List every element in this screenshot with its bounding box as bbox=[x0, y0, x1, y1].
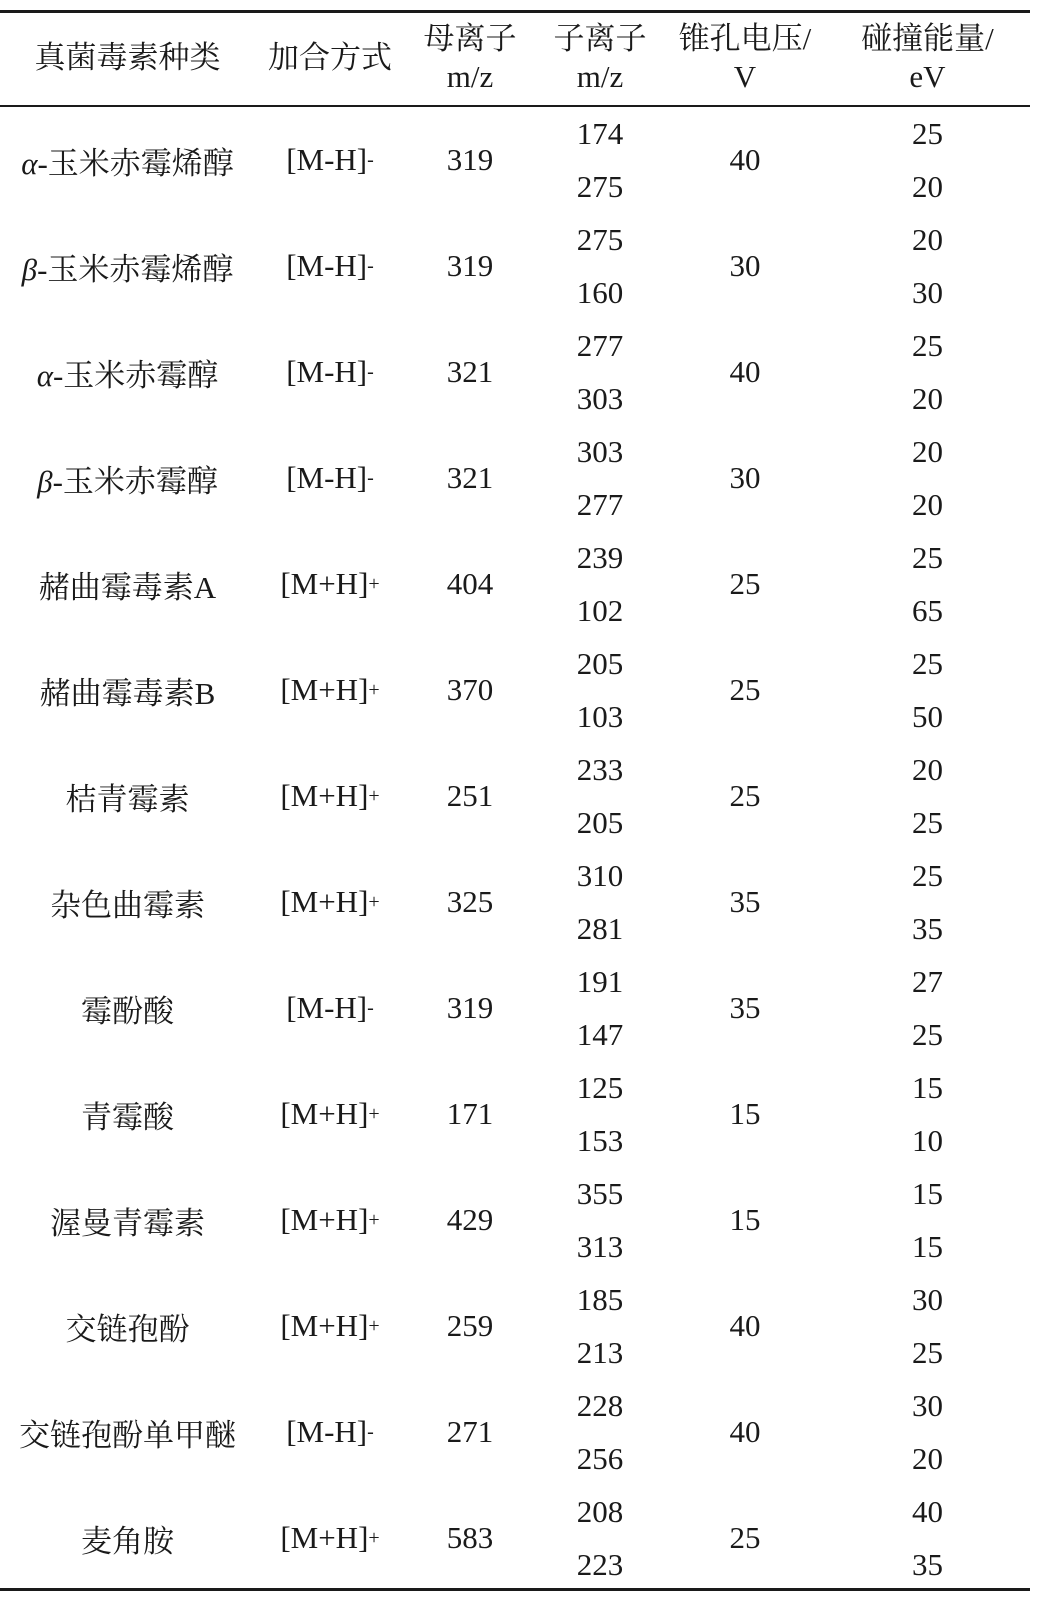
cone-voltage-cell bbox=[665, 955, 825, 1061]
mycotoxin-name-text: -玉米赤霉烯醇 bbox=[37, 251, 234, 287]
adduct-cell: [M-H] - bbox=[286, 990, 374, 1025]
mycotoxin-name-cell bbox=[0, 1485, 255, 1591]
collision-energy-value: 20 bbox=[912, 380, 943, 416]
mycotoxin-name-cell bbox=[0, 425, 255, 531]
collision-energy-cell bbox=[825, 743, 1030, 796]
isomer-prefix: β bbox=[21, 251, 38, 287]
daughter-ion-cell bbox=[535, 1167, 665, 1220]
parent-ion-value: 251 bbox=[446, 778, 494, 813]
daughter-ion-value: 147 bbox=[576, 1016, 624, 1052]
collision-energy-value: 20 bbox=[912, 221, 943, 257]
daughter-ion-value: 275 bbox=[576, 221, 624, 257]
adduct-base: [M-H] bbox=[286, 990, 368, 1025]
parent-ion-cell bbox=[405, 531, 535, 637]
table-row bbox=[0, 213, 1030, 319]
collision-energy-value: 35 bbox=[912, 910, 943, 946]
collision-energy-cell bbox=[825, 1167, 1030, 1220]
table-row bbox=[0, 1273, 1030, 1379]
daughter-ion-value: 233 bbox=[576, 751, 624, 787]
daughter-ion-value: 103 bbox=[576, 698, 624, 734]
daughter-ion-value: 213 bbox=[576, 1334, 624, 1370]
parent-ion-cell bbox=[405, 1167, 535, 1273]
cone-voltage-value: 40 bbox=[729, 1414, 761, 1449]
cone-voltage-value: 30 bbox=[729, 460, 761, 495]
mycotoxin-name bbox=[66, 1304, 190, 1349]
daughter-ion-value: 313 bbox=[576, 1228, 624, 1264]
daughter-ion-value: 205 bbox=[576, 645, 624, 681]
collision-energy-value: 25 bbox=[912, 804, 943, 840]
table-row bbox=[0, 1061, 1030, 1167]
table-row bbox=[0, 1485, 1030, 1591]
daughter-ion-cell bbox=[535, 1379, 665, 1432]
collision-energy-value: 25 bbox=[912, 539, 943, 575]
collision-energy-cell bbox=[825, 849, 1030, 902]
parent-ion-cell bbox=[405, 425, 535, 531]
daughter-ion-cell bbox=[535, 107, 665, 160]
adduct-cell: [M+H] + bbox=[280, 778, 380, 813]
table-row bbox=[0, 849, 1030, 955]
parent-ion-cell bbox=[405, 213, 535, 319]
collision-energy-cell bbox=[825, 1114, 1030, 1167]
adduct-base: [M-H] bbox=[286, 460, 368, 495]
table-row bbox=[0, 1379, 1030, 1485]
collision-energy-value: 25 bbox=[912, 645, 943, 681]
cone-voltage-cell bbox=[665, 1061, 825, 1167]
cone-voltage-cell bbox=[665, 213, 825, 319]
collision-energy-cell bbox=[825, 160, 1030, 213]
adduct-cell: [M-H] - bbox=[286, 142, 374, 177]
adduct-base: [M-H] bbox=[286, 1414, 368, 1449]
daughter-ion-value: 185 bbox=[576, 1281, 624, 1317]
isomer-prefix: β bbox=[37, 463, 53, 499]
adduct-base: [M+H] bbox=[280, 778, 369, 813]
header-collision-energy: 碰撞能量/ eV bbox=[861, 20, 994, 94]
parent-ion-cell bbox=[405, 1061, 535, 1167]
daughter-ion-cell bbox=[535, 1273, 665, 1326]
mycotoxin-name-cell bbox=[0, 531, 255, 637]
header-daughter-ion: 子离子 m/z bbox=[553, 20, 647, 94]
parent-ion-value: 321 bbox=[446, 354, 494, 389]
mycotoxin-name bbox=[39, 562, 216, 607]
collision-energy-cell bbox=[825, 690, 1030, 743]
header-adduct-mode: 加合方式 bbox=[268, 39, 392, 75]
collision-energy-cell bbox=[825, 796, 1030, 849]
mycotoxin-name-cell bbox=[0, 213, 255, 319]
parent-ion-value: 319 bbox=[446, 248, 494, 283]
collision-energy-value: 27 bbox=[912, 963, 943, 999]
cone-voltage-value: 30 bbox=[729, 248, 761, 283]
daughter-ion-cell bbox=[535, 531, 665, 584]
adduct-base: [M-H] bbox=[286, 142, 368, 177]
parent-ion-value: 583 bbox=[446, 1520, 494, 1555]
collision-energy-value: 40 bbox=[912, 1493, 943, 1529]
parent-ion-cell bbox=[405, 1485, 535, 1591]
mycotoxin-name-text: 青霉酸 bbox=[81, 1099, 174, 1135]
collision-energy-value: 65 bbox=[912, 592, 943, 628]
collision-energy-cell bbox=[825, 1485, 1030, 1538]
mycotoxin-name-cell bbox=[0, 107, 255, 213]
daughter-ion-value: 191 bbox=[576, 963, 624, 999]
collision-energy-cell bbox=[825, 955, 1030, 1008]
daughter-ion-value: 174 bbox=[576, 115, 624, 151]
mycotoxin-name bbox=[81, 986, 174, 1031]
collision-energy-value: 25 bbox=[912, 115, 943, 151]
collision-energy-cell bbox=[825, 1326, 1030, 1379]
header-cone-voltage: 锥孔电压/ V bbox=[678, 20, 812, 94]
cone-voltage-cell bbox=[665, 743, 825, 849]
mycotoxin-name-text: 桔青霉素 bbox=[65, 781, 190, 817]
mycotoxin-name bbox=[81, 1092, 174, 1137]
header-parent-ion: 母离子 m/z bbox=[423, 20, 517, 94]
adduct-cell: [M+H] + bbox=[280, 672, 380, 707]
collision-energy-cell bbox=[825, 531, 1030, 584]
mycotoxin-name bbox=[81, 1516, 174, 1561]
parent-ion-value: 404 bbox=[446, 566, 494, 601]
collision-energy-value: 20 bbox=[912, 751, 943, 787]
daughter-ion-value: 310 bbox=[576, 857, 624, 893]
mycotoxin-name-text: -玉米赤霉烯醇 bbox=[37, 145, 234, 181]
collision-energy-cell bbox=[825, 478, 1030, 531]
cone-voltage-cell bbox=[665, 1167, 825, 1273]
adduct-cell: [M+H] + bbox=[280, 566, 380, 601]
parent-ion-value: 321 bbox=[446, 460, 494, 495]
cone-voltage-value: 15 bbox=[729, 1202, 761, 1237]
collision-energy-value: 25 bbox=[912, 1016, 943, 1052]
daughter-ion-value: 102 bbox=[576, 592, 624, 628]
daughter-ion-cell bbox=[535, 266, 665, 319]
mycotoxin-name-text: 赭曲霉毒素A bbox=[38, 569, 217, 605]
table-bottom-rule bbox=[0, 1588, 1030, 1591]
adduct-cell: [M+H] + bbox=[280, 1202, 380, 1237]
collision-energy-value: 30 bbox=[912, 1281, 943, 1317]
adduct-base: [M+H] bbox=[280, 1202, 369, 1237]
parent-ion-value: 171 bbox=[446, 1096, 494, 1131]
mycotoxin-name-text: 杂色曲霉素 bbox=[50, 887, 205, 923]
collision-energy-value: 25 bbox=[912, 327, 943, 363]
table-header bbox=[0, 10, 1030, 105]
daughter-ion-cell bbox=[535, 319, 665, 372]
daughter-ion-value: 228 bbox=[576, 1387, 624, 1423]
mycotoxin-name-text: 渥曼青霉素 bbox=[50, 1205, 205, 1241]
parent-ion-cell bbox=[405, 849, 535, 955]
cone-voltage-value: 40 bbox=[729, 142, 761, 177]
collision-energy-cell bbox=[825, 637, 1030, 690]
header-mycotoxin-type: 真菌毒素种类 bbox=[34, 39, 221, 75]
daughter-ion-value: 239 bbox=[576, 539, 624, 575]
cone-voltage-cell bbox=[665, 637, 825, 743]
daughter-ion-cell bbox=[535, 743, 665, 796]
collision-energy-cell bbox=[825, 107, 1030, 160]
daughter-ion-cell bbox=[535, 849, 665, 902]
mycotoxin-name bbox=[21, 138, 234, 183]
mycotoxin-name-text: 交链孢酚单甲醚 bbox=[19, 1417, 236, 1453]
mycotoxin-name bbox=[50, 880, 205, 925]
mycotoxin-name-cell bbox=[0, 319, 255, 425]
mycotoxin-name bbox=[19, 1410, 236, 1455]
cone-voltage-value: 40 bbox=[729, 1308, 761, 1343]
daughter-ion-value: 281 bbox=[576, 910, 624, 946]
isomer-prefix: α bbox=[21, 145, 38, 181]
parent-ion-value: 259 bbox=[446, 1308, 494, 1343]
adduct-base: [M-H] bbox=[286, 248, 368, 283]
daughter-ion-cell bbox=[535, 425, 665, 478]
adduct-base: [M+H] bbox=[280, 566, 369, 601]
cone-voltage-cell bbox=[665, 531, 825, 637]
parent-ion-value: 429 bbox=[446, 1202, 494, 1237]
adduct-cell: [M+H] + bbox=[280, 1308, 380, 1343]
adduct-cell: [M+H] + bbox=[280, 884, 380, 919]
daughter-ion-value: 275 bbox=[576, 168, 624, 204]
collision-energy-cell bbox=[825, 584, 1030, 637]
table-row bbox=[0, 955, 1030, 1061]
daughter-ion-value: 355 bbox=[576, 1175, 624, 1211]
daughter-ion-value: 303 bbox=[576, 380, 624, 416]
isomer-prefix: α bbox=[36, 357, 53, 393]
daughter-ion-cell bbox=[535, 1114, 665, 1167]
mycotoxin-name-cell bbox=[0, 1273, 255, 1379]
daughter-ion-value: 256 bbox=[576, 1440, 624, 1476]
mycotoxin-name-cell bbox=[0, 743, 255, 849]
adduct-base: [M-H] bbox=[286, 354, 368, 389]
cone-voltage-cell bbox=[665, 425, 825, 531]
collision-energy-cell bbox=[825, 319, 1030, 372]
daughter-ion-cell bbox=[535, 1061, 665, 1114]
parent-ion-value: 319 bbox=[446, 990, 494, 1025]
collision-energy-cell bbox=[825, 1008, 1030, 1061]
table-row bbox=[0, 637, 1030, 743]
cone-voltage-value: 15 bbox=[729, 1096, 761, 1131]
mycotoxin-name-cell bbox=[0, 1061, 255, 1167]
adduct-base: [M+H] bbox=[280, 1308, 369, 1343]
mycotoxin-name-cell bbox=[0, 1167, 255, 1273]
daughter-ion-cell bbox=[535, 213, 665, 266]
collision-energy-value: 20 bbox=[912, 168, 943, 204]
mycotoxin-name-cell bbox=[0, 1379, 255, 1485]
adduct-cell: [M+H] + bbox=[280, 1520, 380, 1555]
collision-energy-cell bbox=[825, 1379, 1030, 1432]
table-row bbox=[0, 107, 1030, 213]
mycotoxin-name-cell bbox=[0, 955, 255, 1061]
table-row bbox=[0, 319, 1030, 425]
parent-ion-cell bbox=[405, 955, 535, 1061]
collision-energy-value: 20 bbox=[912, 486, 943, 522]
adduct-base: [M+H] bbox=[280, 884, 369, 919]
mycotoxin-name bbox=[40, 668, 216, 713]
collision-energy-value: 10 bbox=[912, 1122, 943, 1158]
adduct-base: [M+H] bbox=[280, 672, 369, 707]
cone-voltage-cell bbox=[665, 107, 825, 213]
adduct-cell: [M-H] - bbox=[286, 354, 374, 389]
collision-energy-cell bbox=[825, 372, 1030, 425]
daughter-ion-value: 277 bbox=[576, 327, 624, 363]
table-row bbox=[0, 531, 1030, 637]
parent-ion-value: 325 bbox=[446, 884, 494, 919]
collision-energy-value: 30 bbox=[912, 274, 943, 310]
daughter-ion-cell bbox=[535, 160, 665, 213]
collision-energy-value: 50 bbox=[912, 698, 943, 734]
adduct-cell: [M-H] - bbox=[286, 248, 374, 283]
adduct-cell: [M+H] + bbox=[280, 1096, 380, 1131]
parent-ion-value: 370 bbox=[446, 672, 494, 707]
mycotoxin-name-text: 交链孢酚 bbox=[65, 1311, 190, 1347]
collision-energy-value: 30 bbox=[912, 1387, 943, 1423]
collision-energy-value: 15 bbox=[912, 1069, 943, 1105]
parent-ion-cell bbox=[405, 1273, 535, 1379]
collision-energy-value: 25 bbox=[912, 1334, 943, 1370]
cone-voltage-value: 25 bbox=[729, 566, 761, 601]
collision-energy-value: 20 bbox=[912, 433, 943, 469]
parent-ion-value: 319 bbox=[446, 142, 494, 177]
daughter-ion-value: 160 bbox=[576, 274, 624, 310]
collision-energy-cell bbox=[825, 1273, 1030, 1326]
cone-voltage-value: 35 bbox=[729, 990, 761, 1025]
mycotoxin-name bbox=[66, 774, 190, 819]
collision-energy-cell bbox=[825, 1220, 1030, 1273]
table-row bbox=[0, 1167, 1030, 1273]
table-row bbox=[0, 425, 1030, 531]
parent-ion-cell bbox=[405, 637, 535, 743]
daughter-ion-value: 277 bbox=[576, 486, 624, 522]
collision-energy-value: 35 bbox=[912, 1546, 943, 1582]
collision-energy-cell bbox=[825, 902, 1030, 955]
daughter-ion-cell bbox=[535, 372, 665, 425]
mycotoxin-name bbox=[37, 456, 218, 501]
cone-voltage-cell bbox=[665, 1379, 825, 1485]
cone-voltage-cell bbox=[665, 319, 825, 425]
daughter-ion-cell bbox=[535, 902, 665, 955]
daughter-ion-cell bbox=[535, 1538, 665, 1591]
collision-energy-value: 20 bbox=[912, 1440, 943, 1476]
daughter-ion-cell bbox=[535, 1326, 665, 1379]
adduct-cell: [M-H] - bbox=[286, 460, 374, 495]
mycotoxin-name-text: 赭曲霉毒素B bbox=[39, 675, 216, 711]
mycotoxin-name-text: -玉米赤霉醇 bbox=[52, 357, 219, 393]
daughter-ion-cell bbox=[535, 1220, 665, 1273]
mycotoxin-name-cell bbox=[0, 849, 255, 955]
cone-voltage-value: 25 bbox=[729, 778, 761, 813]
collision-energy-cell bbox=[825, 213, 1030, 266]
daughter-ion-value: 303 bbox=[576, 433, 624, 469]
collision-energy-cell bbox=[825, 1432, 1030, 1485]
daughter-ion-cell bbox=[535, 796, 665, 849]
daughter-ion-value: 153 bbox=[576, 1122, 624, 1158]
collision-energy-cell bbox=[825, 425, 1030, 478]
mycotoxin-name-text: 麦角胺 bbox=[81, 1523, 174, 1559]
parent-ion-cell bbox=[405, 1379, 535, 1485]
mycotoxin-name-cell bbox=[0, 637, 255, 743]
table-row bbox=[0, 743, 1030, 849]
daughter-ion-value: 208 bbox=[576, 1493, 624, 1529]
adduct-base: [M+H] bbox=[280, 1096, 369, 1131]
parent-ion-cell bbox=[405, 743, 535, 849]
cone-voltage-cell bbox=[665, 1273, 825, 1379]
collision-energy-cell bbox=[825, 1538, 1030, 1591]
mycotoxin-name-text: -玉米赤霉醇 bbox=[52, 463, 218, 499]
daughter-ion-value: 205 bbox=[576, 804, 624, 840]
daughter-ion-cell bbox=[535, 1008, 665, 1061]
daughter-ion-value: 125 bbox=[576, 1069, 624, 1105]
cone-voltage-value: 35 bbox=[729, 884, 761, 919]
daughter-ion-cell bbox=[535, 690, 665, 743]
mycotoxin-name bbox=[37, 350, 219, 395]
parent-ion-cell bbox=[405, 319, 535, 425]
collision-energy-value: 15 bbox=[912, 1228, 943, 1264]
daughter-ion-cell bbox=[535, 955, 665, 1008]
mycotoxin-name bbox=[50, 1198, 205, 1243]
cone-voltage-value: 25 bbox=[729, 672, 761, 707]
collision-energy-value: 25 bbox=[912, 857, 943, 893]
mycotoxin-name-text: 霉酚酸 bbox=[81, 993, 174, 1029]
adduct-cell: [M-H] - bbox=[286, 1414, 374, 1449]
daughter-ion-cell bbox=[535, 637, 665, 690]
daughter-ion-value: 223 bbox=[576, 1546, 624, 1582]
adduct-base: [M+H] bbox=[280, 1520, 369, 1555]
parent-ion-cell bbox=[405, 107, 535, 213]
cone-voltage-value: 25 bbox=[729, 1520, 761, 1555]
cone-voltage-cell bbox=[665, 1485, 825, 1591]
parent-ion-value: 271 bbox=[446, 1414, 494, 1449]
cone-voltage-value: 40 bbox=[729, 354, 761, 389]
collision-energy-cell bbox=[825, 266, 1030, 319]
collision-energy-cell bbox=[825, 1061, 1030, 1114]
daughter-ion-cell bbox=[535, 1432, 665, 1485]
collision-energy-value: 15 bbox=[912, 1175, 943, 1211]
daughter-ion-cell bbox=[535, 478, 665, 531]
cone-voltage-cell bbox=[665, 849, 825, 955]
mycotoxin-name bbox=[22, 244, 234, 289]
daughter-ion-cell bbox=[535, 1485, 665, 1538]
daughter-ion-cell bbox=[535, 584, 665, 637]
